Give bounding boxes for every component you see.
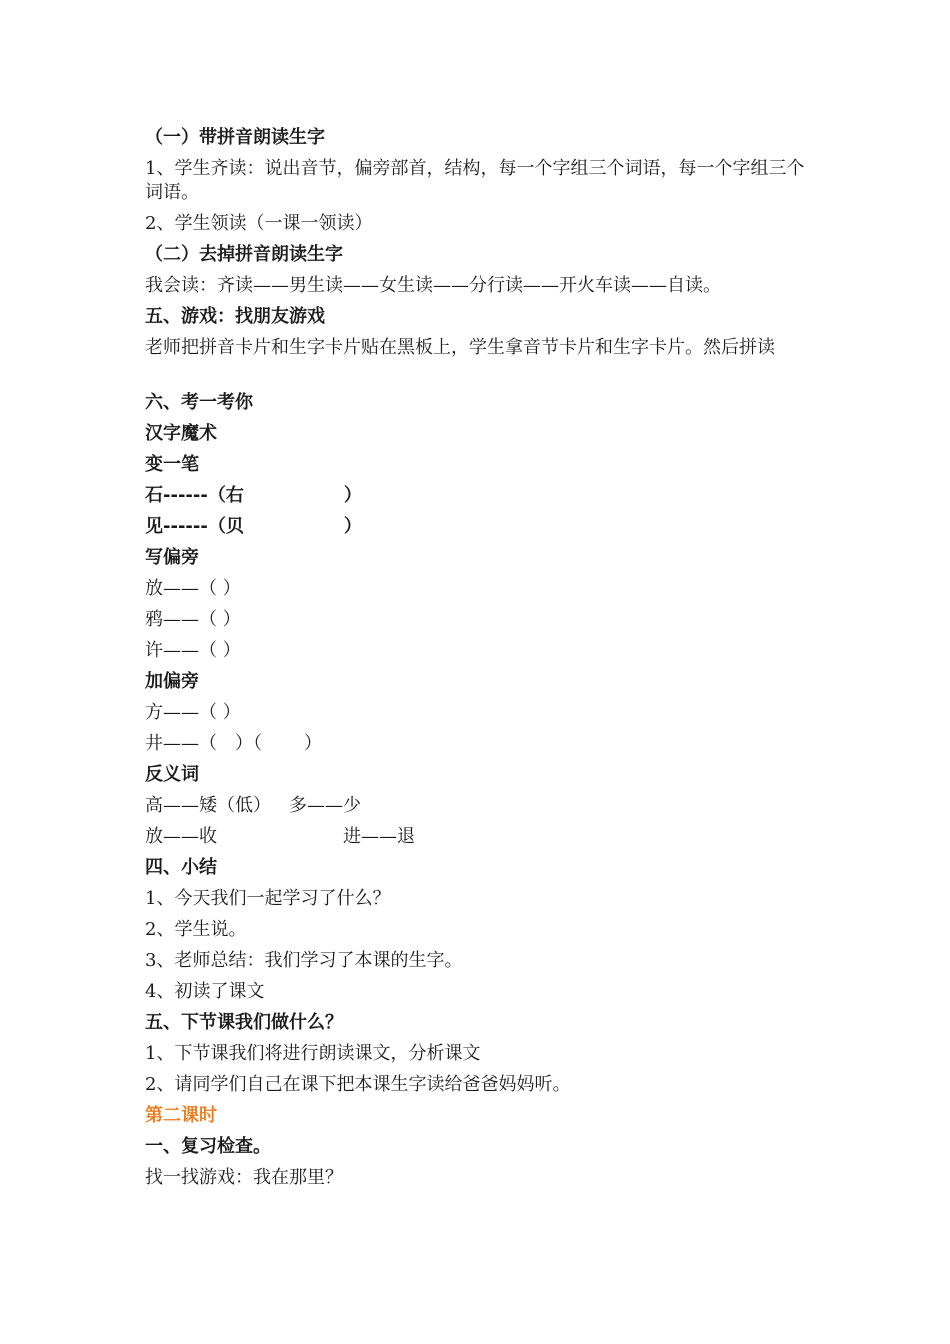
exercise-jing-middle: ）（ bbox=[235, 733, 262, 754]
antonym-duo: 多——少 bbox=[289, 795, 361, 816]
exercise-jian-prompt: 见------（贝 bbox=[145, 516, 244, 537]
exercise-line-fang: 放——（ ） bbox=[145, 578, 241, 599]
exercise-jing-close: ） bbox=[304, 733, 322, 754]
exercise-shi-close: ） bbox=[343, 485, 362, 506]
exercise-line-jian bbox=[145, 515, 810, 539]
subheading-write-radical: 写偏旁 bbox=[145, 547, 199, 568]
subheading-character-magic: 汉字魔术 bbox=[145, 423, 217, 444]
antonym-line-1 bbox=[145, 794, 810, 818]
exercise-jing-prompt: 井——（ bbox=[145, 733, 217, 754]
paragraph-step-2: 2、学生领读（一课一领读） bbox=[145, 213, 373, 234]
section-heading-read-with-pinyin: （一）带拼音朗读生字 bbox=[145, 127, 325, 148]
section-heading-game: 五、游戏：找朋友游戏 bbox=[145, 306, 325, 327]
summary-item-4: 4、初读了课文 bbox=[145, 981, 265, 1002]
exercise-shi-prompt: 石------（右 bbox=[145, 485, 244, 506]
summary-item-2: 2、学生说。 bbox=[145, 919, 247, 940]
paragraph-game-description: 老师把拼音卡片和生字卡片贴在黑板上，学生拿音节卡片和生字卡片。然后拼读 bbox=[145, 337, 775, 358]
section-heading-read-without-pinyin: （二）去掉拼音朗读生字 bbox=[145, 244, 343, 265]
subheading-antonyms: 反义词 bbox=[145, 764, 199, 785]
section-heading-quiz: 六、考一考你 bbox=[145, 392, 253, 413]
antonym-line-2 bbox=[145, 825, 810, 849]
paragraph-find-game: 找一找游戏：我在那里？ bbox=[145, 1167, 343, 1188]
subheading-change-one-stroke: 变一笔 bbox=[145, 454, 199, 475]
paragraph-step-1: 1、学生齐读：说出音节，偏旁部首，结构，每一个字组三个词语，每一个字组三个词语。 bbox=[145, 158, 805, 203]
exercise-line-fang-add: 方——（ ） bbox=[145, 702, 241, 723]
subheading-add-radical: 加偏旁 bbox=[145, 671, 199, 692]
antonym-jin: 进——退 bbox=[343, 826, 415, 847]
exercise-line-jing bbox=[145, 732, 810, 756]
section-heading-summary: 四、小结 bbox=[145, 857, 217, 878]
summary-item-1: 1、今天我们一起学习了什么？ bbox=[145, 888, 391, 909]
next-lesson-item-2: 2、请同学们自己在课下把本课生字读给爸爸妈妈听。 bbox=[145, 1074, 571, 1095]
exercise-line-ya: 鸦——（ ） bbox=[145, 609, 241, 630]
paragraph-reading-order: 我会读：齐读——男生读——女生读——分行读——开火车读——自读。 bbox=[145, 275, 721, 296]
summary-item-3: 3、老师总结：我们学习了本课的生字。 bbox=[145, 950, 463, 971]
next-lesson-item-1: 1、下节课我们将进行朗读课文，分析课文 bbox=[145, 1043, 481, 1064]
antonym-gao: 高——矮（低） bbox=[145, 795, 271, 816]
section-heading-review: 一、复习检查。 bbox=[145, 1136, 271, 1157]
section-heading-second-lesson: 第二课时 bbox=[145, 1105, 217, 1126]
exercise-jian-close: ） bbox=[343, 516, 362, 537]
section-heading-next-lesson: 五、下节课我们做什么？ bbox=[145, 1012, 343, 1033]
exercise-line-shi bbox=[145, 484, 810, 508]
antonym-fang: 放——收 bbox=[145, 826, 217, 847]
exercise-line-xu: 许——（ ） bbox=[145, 640, 241, 661]
